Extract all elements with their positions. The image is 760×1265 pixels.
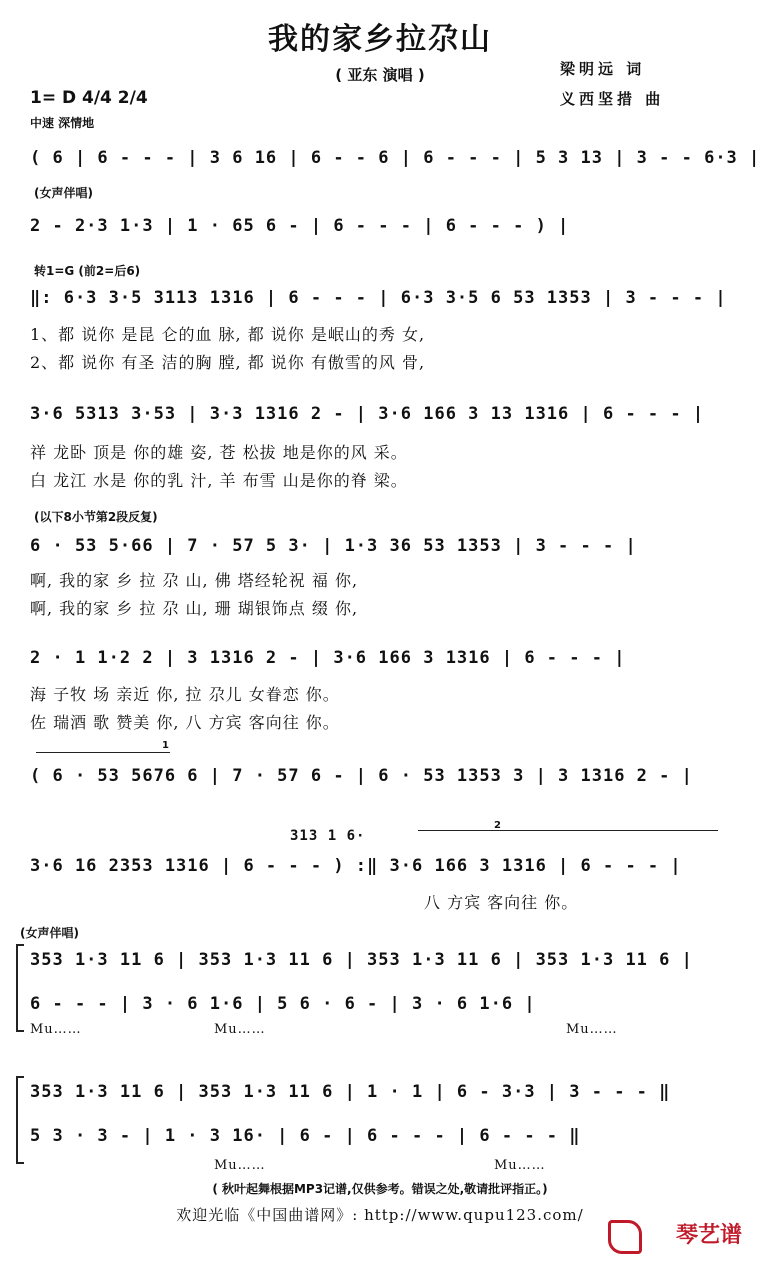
score-system-5: 6 · 53 5·66 | 7 · 57 5 3· | 1·3 36 53 1353 | 3 - - - | xyxy=(30,536,637,556)
lyric-verse1-line2: 祥 龙卧 顶是 你的雄 姿, 苍 松拔 地是你的风 采。 xyxy=(30,443,408,462)
lyric-verse2-line1: 2、都 说你 有圣 洁的胸 膛, 都 说你 有傲雪的风 骨, xyxy=(30,353,426,372)
volta-1-bracket xyxy=(36,752,170,753)
female-harmony-label-2: (女声伴唱) xyxy=(20,926,79,940)
female-harmony-label: (女声伴唱) xyxy=(34,186,93,200)
score-system-7: ( 6 · 53 5676 6 | 7 · 57 6 - | 6 · 53 1353 3 | 3 1316 2 - | xyxy=(30,766,693,786)
volta-1-number: 1 xyxy=(162,740,169,751)
score-system-9-upper: 353 1·3 11 6 | 353 1·3 11 6 | 353 1·3 11 6 | 353 1·3 11 6 | xyxy=(30,950,693,970)
lyric-verse2-line2: 白 龙江 水是 你的乳 汁, 羊 布雪 山是你的脊 梁。 xyxy=(30,471,408,490)
score-system-2: 2 - 2·3 1·3 | 1 · 65 6 - | 6 - - - | 6 - - - ) | xyxy=(30,216,570,236)
lyricist-credit: 梁明远 词 xyxy=(560,60,646,78)
brand-name: 琴艺谱 xyxy=(675,1223,742,1248)
lyric-chorus2-line1: 啊, 我的家 乡 拉 尕 山, 珊 瑚银饰点 缀 你, xyxy=(30,599,359,618)
score-system-10-upper: 353 1·3 11 6 | 353 1·3 11 6 | 1 · 1 | 6 - 3·3 | 3 - - - ‖ xyxy=(30,1082,671,1102)
volta-2-number: 2 xyxy=(494,820,501,831)
mu-vocal-1: Mu…… xyxy=(30,1022,82,1037)
mu-vocal-5: Mu…… xyxy=(494,1158,546,1173)
score-system-4: 3·6 5313 3·53 | 3·3 1316 2 - | 3·6 166 3 13 1316 | 6 - - - | xyxy=(30,404,705,424)
tempo-marking: 中速 深情地 xyxy=(30,116,95,130)
score-system-6: 2 · 1 1·2 2 | 3 1316 2 - | 3·6 166 3 1316 | 6 - - - | xyxy=(30,648,626,668)
upper-grace-notes: 313 1 6· xyxy=(290,828,366,844)
staff-brace-2 xyxy=(16,1076,24,1164)
score-system-10-lower: 5 3 · 3 - | 1 · 3 16· | 6 - | 6 - - - | 6 - - - ‖ xyxy=(30,1126,581,1146)
performer-credit: ( 亚东 演唱 ) xyxy=(335,66,425,84)
staff-brace-1 xyxy=(16,944,24,1032)
score-system-1: ( 6 | 6 - - - | 3 6 16 | 6 - - 6 | 6 - - - | 5 3 13 | 3 - - 6·3 | xyxy=(30,148,760,168)
lyric-ending: 八 方宾 客向往 你。 xyxy=(424,893,579,912)
score-system-9-lower: 6 - - - | 3 · 6 1·6 | 5 6 · 6 - | 3 · 6 1·6 | xyxy=(30,994,536,1014)
lyric-verse1-line1: 1、都 说你 是昆 仑的血 脉, 都 说你 是岷山的秀 女, xyxy=(30,325,426,344)
mu-vocal-2: Mu…… xyxy=(214,1022,266,1037)
mu-vocal-3: Mu…… xyxy=(566,1022,618,1037)
score-system-8: 3·6 16 2353 1316 | 6 - - - ) :‖ 3·6 166 3 1316 | 6 - - - | xyxy=(30,856,682,876)
lyric-chorus1-line2: 海 子牧 场 亲近 你, 拉 尕儿 女眷恋 你。 xyxy=(30,685,340,704)
composer-credit: 义西坚措 曲 xyxy=(560,90,665,108)
volta-2-bracket xyxy=(418,830,718,831)
mu-vocal-4: Mu…… xyxy=(214,1158,266,1173)
brand-logo-icon xyxy=(608,1220,642,1254)
modulation-label: 转1=G (前2=后6) xyxy=(34,264,141,278)
key-signature: 1= D 4/4 2/4 xyxy=(30,88,148,108)
song-title: 我的家乡拉尕山 xyxy=(268,22,492,57)
score-system-3: ‖: 6·3 3·5 3113 1316 | 6 - - - | 6·3 3·5 6 53 1353 | 3 - - - | xyxy=(30,288,727,308)
repeat-note-label: (以下8小节第2段反复) xyxy=(34,510,158,524)
lyric-chorus2-line2: 佐 瑞酒 歌 赞美 你, 八 方宾 客向往 你。 xyxy=(30,713,340,732)
website-link[interactable]: 欢迎光临《中国曲谱网》: http://www.qupu123.com/ xyxy=(176,1206,584,1224)
lyric-chorus1-line1: 啊, 我的家 乡 拉 尕 山, 佛 塔经轮祝 福 你, xyxy=(30,571,359,590)
transcriber-disclaimer: ( 秋叶起舞根据MP3记谱,仅供参考。错误之处,敬请批评指正。) xyxy=(212,1182,548,1196)
